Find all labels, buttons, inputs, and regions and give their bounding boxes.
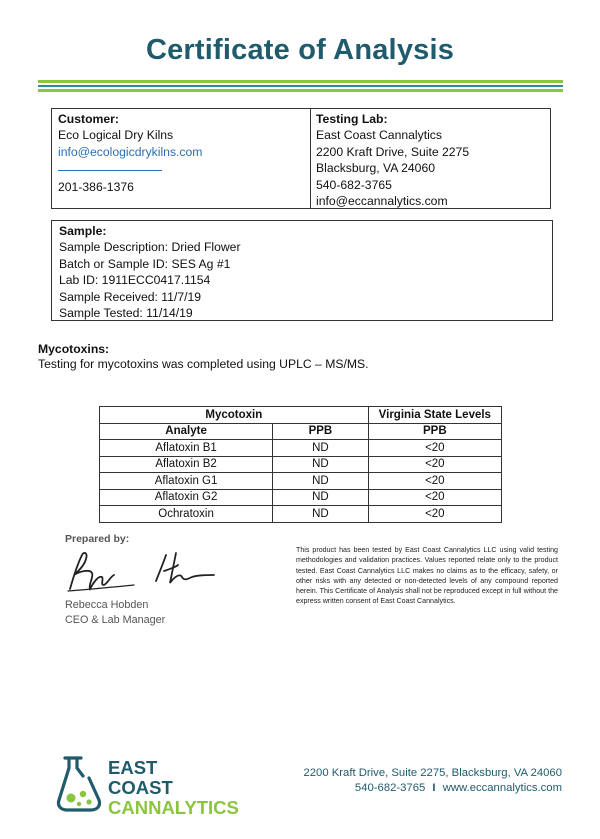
- analyte-cell: Aflatoxin B1: [100, 440, 273, 457]
- footer-website[interactable]: www.eccannalytics.com: [442, 782, 562, 794]
- signer-info: [65, 598, 165, 628]
- ppb-cell: ND: [273, 506, 368, 523]
- mycotoxins-header: Mycotoxins:: [38, 342, 110, 356]
- footer-separator: I: [432, 782, 436, 794]
- customer-header: Customer:: [58, 112, 119, 126]
- state-levels-header: Virginia State Levels: [368, 407, 501, 424]
- table-row: [100, 440, 502, 457]
- lab-email: info@eccannalytics.com: [316, 194, 448, 209]
- sample-header: Sample:: [59, 224, 107, 238]
- analyte-cell: Aflatoxin G2: [100, 489, 273, 506]
- signer-role: CEO & Lab Manager: [65, 614, 166, 626]
- header-stripe-top: [38, 80, 563, 83]
- customer-phone: 201-386-1376: [58, 180, 134, 195]
- table-column-header-row: [100, 423, 502, 440]
- analyte-cell: Aflatoxin G1: [100, 473, 273, 490]
- ppb-cell: ND: [273, 456, 368, 473]
- analyte-column-header: Analyte: [100, 423, 273, 440]
- limit-cell: <20: [368, 506, 501, 523]
- customer-lab-box: [51, 108, 551, 209]
- sample-received: Sample Received: 11/7/19: [59, 289, 202, 304]
- disclaimer-text: This product has been tested by East Coast Cannalytics LLC using valid testing methodologies and validation practices. Values reported relate only to the product tested. East Coast Cannalytics LLC makes no claims as to the efficacy, safety, or other risks with any detected or non-detected levels of any compound reported herein. This Certificate of Analysis shall not be reproduced except in full without the express written consent of East Coast Cannalytics.: [296, 546, 558, 606]
- sample-box: [51, 220, 553, 321]
- limit-cell: <20: [368, 440, 501, 457]
- lab-name: East Coast Cannalytics: [316, 128, 442, 143]
- table-row: [100, 456, 502, 473]
- ppb-cell: ND: [273, 489, 368, 506]
- lab-address-line2: Blacksburg, VA 24060: [316, 161, 436, 176]
- limit-cell: <20: [368, 473, 501, 490]
- mycotoxin-group-header: Mycotoxin: [100, 407, 369, 424]
- ppb-column-header: PPB: [273, 423, 368, 440]
- ppb-cell: ND: [273, 473, 368, 490]
- state-ppb-column-header: PPB: [368, 423, 501, 440]
- signature-image: [64, 545, 224, 597]
- company-logo-text: [108, 758, 239, 818]
- table-row: [100, 473, 502, 490]
- logo-line-east: EAST: [108, 757, 158, 778]
- analyte-cell: Ochratoxin: [100, 506, 273, 523]
- sample-batch-id: Batch or Sample ID: SES Ag #1: [59, 256, 231, 271]
- logo-line-cannalytics: CANNALYTICS: [108, 797, 239, 818]
- customer-email[interactable]: info@ecologicdrykilns.com: [58, 144, 203, 159]
- document-title: Certificate of Analysis: [145, 34, 455, 66]
- mycotoxins-method-text: Testing for mycotoxins was completed using UPLC – MS/MS.: [38, 357, 369, 371]
- testing-lab-section: [310, 109, 550, 208]
- lab-phone: 540-682-3765: [316, 177, 392, 192]
- prepared-by-label: Prepared by:: [65, 533, 130, 545]
- footer-phone-web-line: [303, 781, 562, 796]
- signer-name: Rebecca Hobden: [65, 599, 149, 611]
- ppb-cell: ND: [273, 440, 368, 457]
- flask-icon: [55, 754, 103, 814]
- logo-line-coast: COAST: [108, 777, 173, 798]
- sample-description: Sample Description: Dried Flower: [59, 240, 241, 255]
- lab-header: Testing Lab:: [316, 112, 388, 126]
- customer-divider: [58, 170, 162, 171]
- sample-lab-id: Lab ID: 1911ECC0417.1154: [59, 273, 211, 288]
- footer-contact: [303, 766, 562, 796]
- footer-phone: 540-682-3765: [354, 782, 426, 794]
- table-row: [100, 489, 502, 506]
- sample-tested: Sample Tested: 11/14/19: [59, 306, 193, 321]
- limit-cell: <20: [368, 456, 501, 473]
- analyte-cell: Aflatoxin B2: [100, 456, 273, 473]
- lab-address-line1: 2200 Kraft Drive, Suite 2275: [316, 144, 470, 159]
- header-stripe-middle: [38, 85, 563, 87]
- table-group-header-row: [100, 407, 502, 424]
- header-stripe-bottom: [38, 89, 563, 92]
- mycotoxin-results-table: [99, 406, 502, 523]
- footer-address: 2200 Kraft Drive, Suite 2275, Blacksburg, VA 24060: [303, 767, 562, 779]
- customer-section: [58, 111, 298, 196]
- table-row: [100, 506, 502, 523]
- customer-name: Eco Logical Dry Kilns: [58, 128, 174, 143]
- limit-cell: <20: [368, 489, 501, 506]
